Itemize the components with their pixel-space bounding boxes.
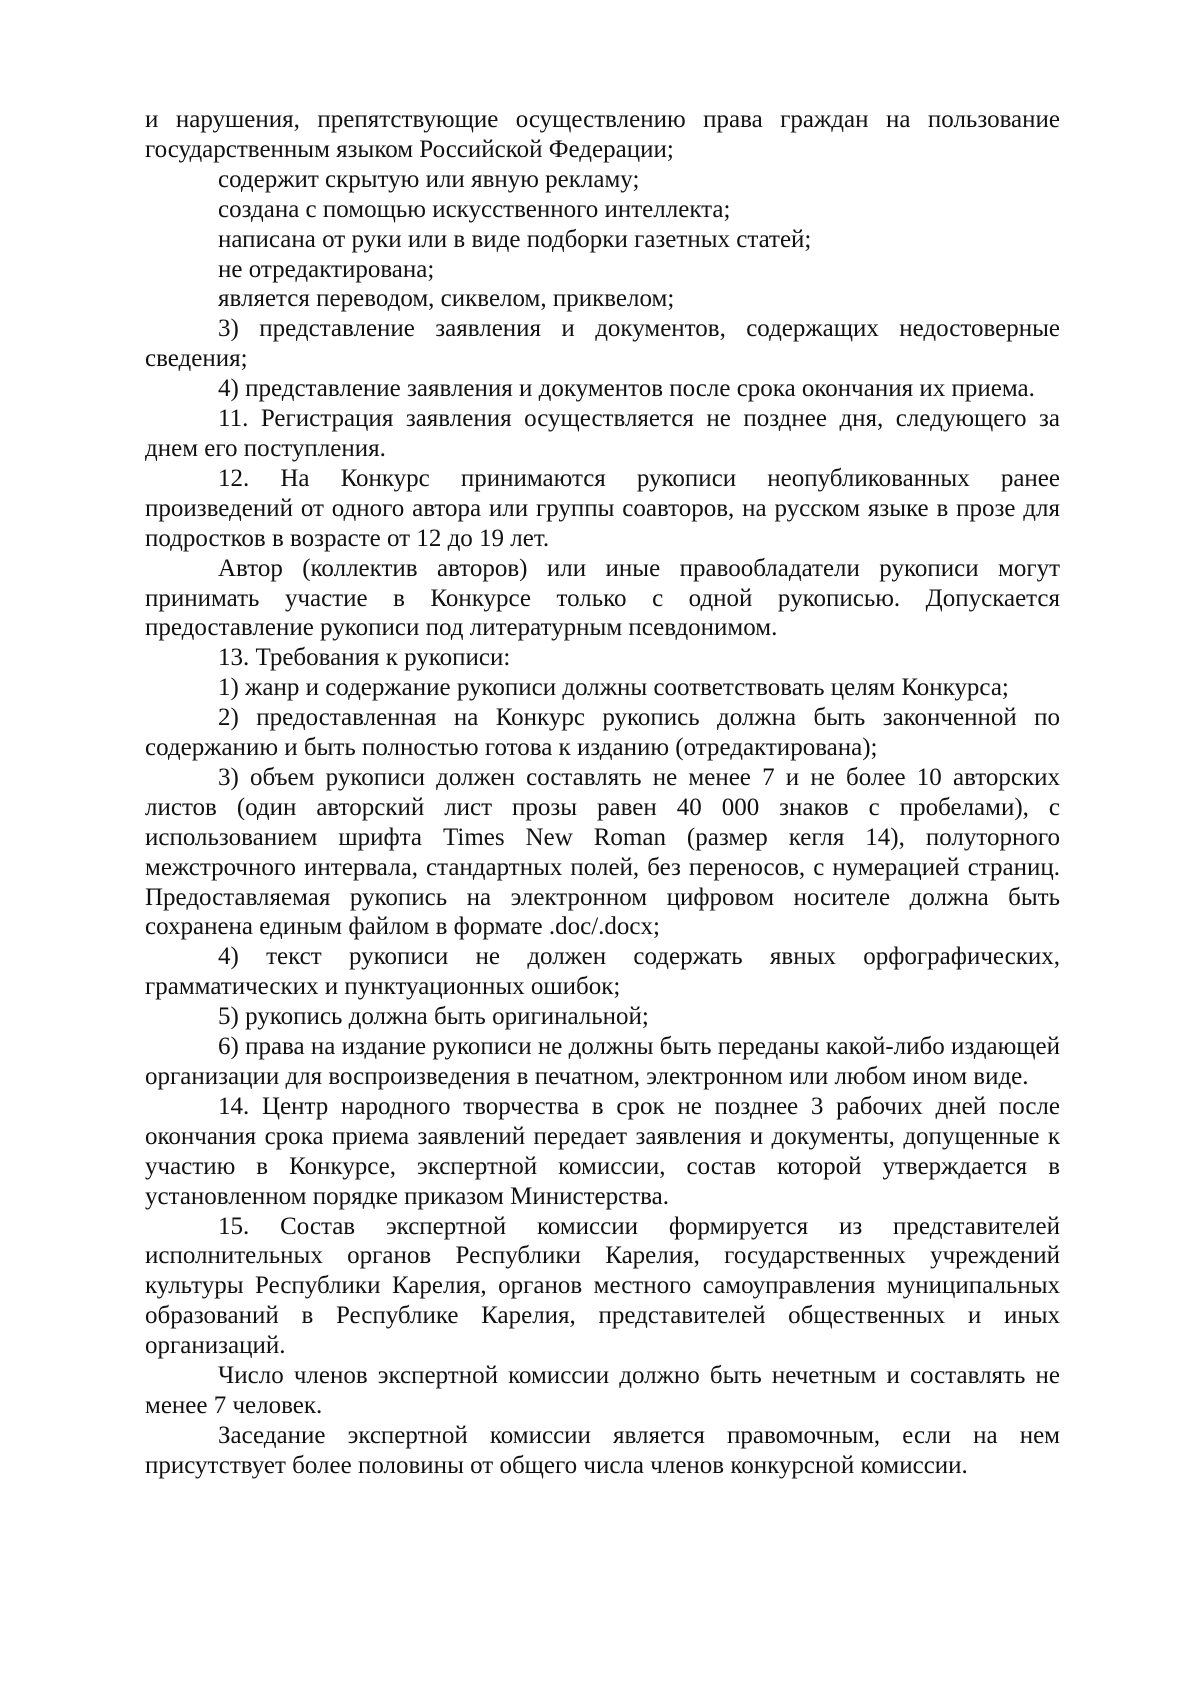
paragraph: 11. Регистрация заявления осуществляется не позднее дня, следующего за днем его поступления. <box>145 405 1060 462</box>
paragraph: Число членов экспертной комиссии должно быть нечетным и составлять не менее 7 человек. <box>145 1362 1060 1419</box>
paragraph: 14. Центр народного творчества в срок не позднее 3 рабочих дней после окончания срока приема заявлений передает заявления и документы, допущенные к участию в Конкурсе, экспертной комиссии, состав которой утверждается в установленном порядке приказом Министерства. <box>145 1092 1060 1210</box>
paragraph: 3) объем рукописи должен составлять не менее 7 и не более 10 авторских листов (один авторский лист прозы равен 40 000 знаков с пробелами), с использованием шрифта Times New Roman (размер кегля 14), полуторного межстрочного интервала, стандартных полей, без переносов, с нумерацией страниц. Предоставляемая рукопись на электронном цифровом носителе должна быть сохранена единым файлом в формате .doc/.docx; <box>145 763 1060 941</box>
paragraph: написана от руки или в виде подборки газетных статей; <box>218 225 812 253</box>
paragraph: 2) предоставленная на Конкурс рукопись должна быть законченной по содержанию и быть полностью готова к изданию (отредактирована); <box>145 704 1060 762</box>
paragraph: 15. Состав экспертной комиссии формируется из представителей исполнительных органов Республики Карелия, государственных учреждений культуры Республики Карелия, органов местного самоуправления муниципальных образований в Республике Карелия, представителей общественных и иных организаций. <box>145 1212 1060 1360</box>
paragraph: Заседание экспертной комиссии является правомочным, если на нем присутствует более половины от общего числа членов конкурсной комиссии. <box>145 1421 1060 1479</box>
paragraph: содержит скрытую или явную рекламу; <box>218 165 640 193</box>
paragraph: 4) текст рукописи не должен содержать явных орфографических, грамматических и пунктуационных ошибок; <box>145 943 1060 1001</box>
paragraph: 1) жанр и содержание рукописи должны соответствовать целям Конкурса; <box>218 674 1009 702</box>
paragraph: 3) представление заявления и документов, содержащих недостоверные сведения; <box>145 315 1060 373</box>
paragraph: Автор (коллектив авторов) или иные правообладатели рукописи могут принимать участие в Конкурсе только с одной рукописью. Допускается предоставление рукописи под литературным псевдонимом. <box>145 554 1060 642</box>
paragraph: создана с помощью искусственного интеллекта; <box>218 195 731 223</box>
paragraph: 6) права на издание рукописи не должны быть переданы какой-либо издающей организации для воспроизведения в печатном, электронном или любом ином виде. <box>145 1033 1061 1090</box>
paragraph: является переводом, сиквелом, приквелом; <box>218 285 675 313</box>
section-heading: 13. Требования к рукописи: <box>218 644 511 672</box>
document-page <box>145 105 1060 1481</box>
paragraph: 5) рукопись должна быть оригинальной; <box>218 1003 649 1031</box>
paragraph: не отредактирована; <box>218 255 435 283</box>
paragraph: 4) представление заявления и документов после срока окончания их приема. <box>218 375 1035 403</box>
paragraph: 12. На Конкурс принимаются рукописи неопубликованных ранее произведений от одного автора или группы соавторов, на русском языке в прозе для подростков в возрасте от 12 до 19 лет. <box>145 464 1060 552</box>
paragraph: и нарушения, препятствующие осуществлению права граждан на пользование государственным языком Российской Федерации; <box>145 106 1060 163</box>
